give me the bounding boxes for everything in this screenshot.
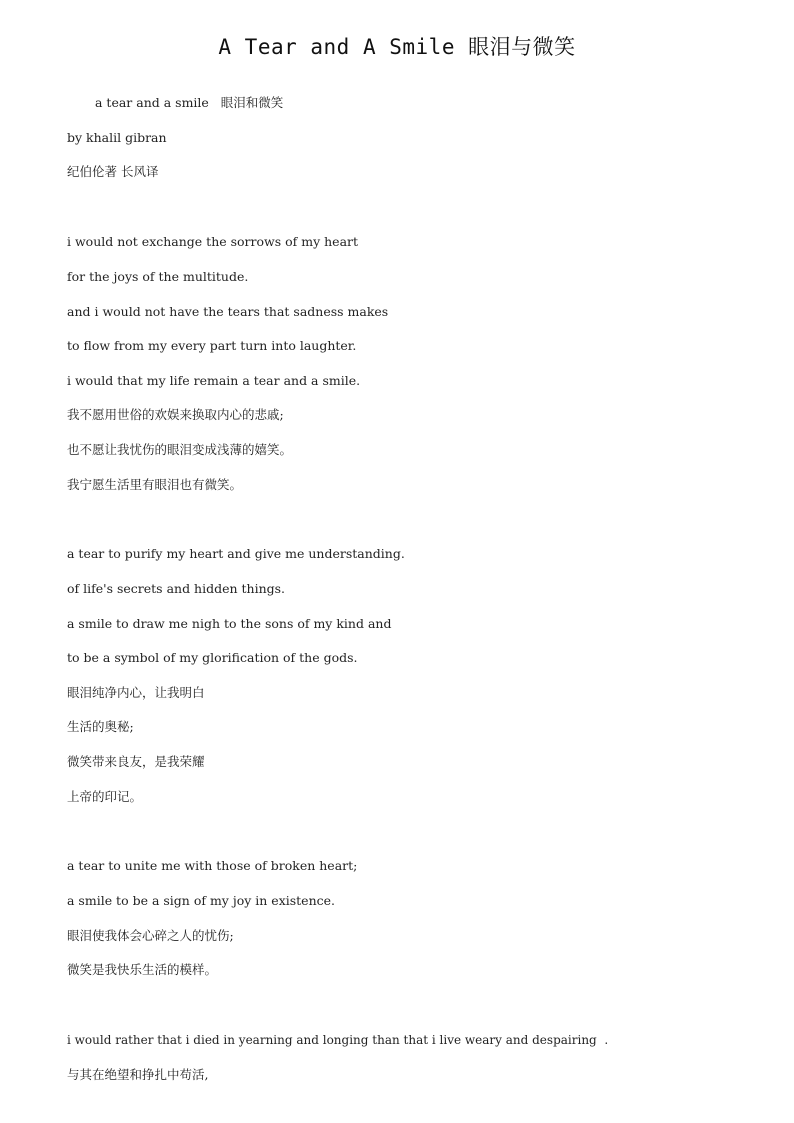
stanza1-line: and i would not have the tears that sadness makes [67,304,389,319]
stanza2-line: 生活的奥秘; [67,719,134,734]
stanza3-line: a smile to be a sign of my joy in existence. [67,893,335,908]
stanza2-line: a smile to draw me nigh to the sons of my kind and [67,616,392,631]
translator-line: 纪伯伦著 长风译 [67,164,159,179]
stanza3-line: 微笑是我快乐生活的模样。 [67,962,218,977]
stanza2-line: 微笑带来良友，是我荣耀 [67,754,205,769]
stanza1-line: 我宁愿生活里有眼泪也有微笑。 [67,477,243,492]
stanza1-line: i would not exchange the sorrows of my heart [67,234,359,249]
stanza1-line: for the joys of the multitude. [67,269,249,284]
stanza1-line: 也不愿让我忧伤的眼泪变成浅薄的嬉笑。 [67,442,293,457]
stanza3-line: 眼泪使我体会心碎之人的忧伤; [67,928,234,943]
stanza2-line: 上帝的印记。 [67,789,143,804]
stanza2-line: 眼泪纯净内心，让我明白 [67,685,205,700]
stanza4-line: i would rather that i died in yearning and longing than that i live weary and despairing . [67,1033,609,1047]
document-title: A Tear and A Smile 眼泪与微笑 [218,35,576,59]
stanza1-line: 我不愿用世俗的欢娱来换取内心的悲戚; [67,407,284,422]
stanza2-line: to be a symbol of my glorification of the gods. [67,650,358,665]
stanza1-line: to flow from my every part turn into laughter. [67,338,357,353]
stanza4-line: 与其在绝望和挣扎中苟活, [67,1067,209,1082]
stanza2-line: of life's secrets and hidden things. [67,581,286,596]
poem-title-line: a tear and a smile 眼泪和微笑 [95,95,284,110]
author-line: by khalil gibran [67,130,167,145]
stanza3-line: a tear to unite me with those of broken heart; [67,858,358,873]
stanza2-line: a tear to purify my heart and give me understanding. [67,546,405,561]
stanza1-line: i would that my life remain a tear and a smile. [67,373,361,388]
